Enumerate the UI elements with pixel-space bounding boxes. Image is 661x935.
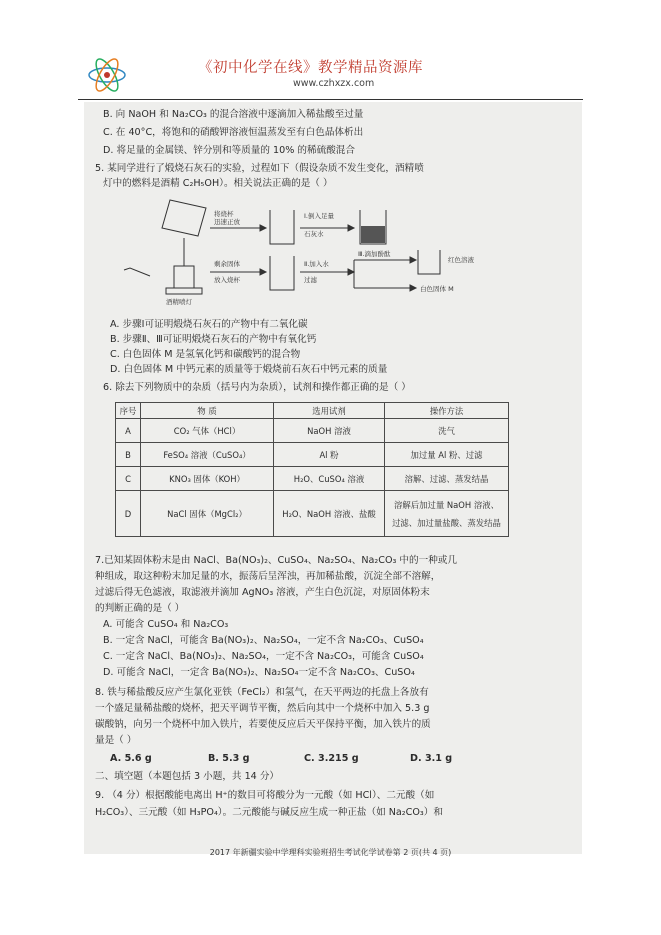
fig-label: 迅速正放 [214, 218, 240, 226]
table-cell [385, 491, 509, 537]
table-header: 序号 [116, 403, 141, 419]
q7-stem: 过滤后得无色滤液，取滤液并滴加 AgNO₃ 溶液，产生白色沉淀，对原固体粉末 [95, 587, 430, 598]
fig-label: 白色固体 M [420, 285, 454, 293]
table-cell: KNO₃ 固体（KOH） [141, 467, 274, 491]
fig-label: 过滤 [304, 276, 317, 284]
banner-title: 《初中化学在线》教学精品资源库 [198, 60, 423, 76]
table-cell: CO₂ 气体（HCl） [141, 419, 274, 443]
q5-option: C. 白色固体 M 是氢氧化钙和碳酸钙的混合物 [110, 349, 301, 360]
q8-stem: 一个盛足量稀盐酸的烧杯，把天平调节平衡，然后向其中一个烧杯中加入 5.3 g [95, 703, 430, 714]
table-cell: D [116, 491, 141, 537]
table-cell-line: 溶解后加过量 NaOH 溶液、 [394, 499, 499, 510]
table-cell-line: 过滤、加过量盐酸、蒸发结晶 [392, 517, 501, 528]
q7-option: C. 一定含 NaCl、Ba(NO₃)₂、Na₂SO₄，一定不含 Na₂CO₃，可能含 CuSO₄ [103, 651, 424, 662]
q9-stem: H₂CO₃）、三元酸（如 H₃PO₄）。二元酸能与碱反应生成一种正盐（如 Na₂CO₃）和 [95, 807, 443, 818]
table-cell: B [116, 443, 141, 467]
table-cell: 洗气 [385, 419, 509, 443]
table-cell: 加过量 Al 粉、过滤 [385, 443, 509, 467]
atom-logo-icon [86, 54, 128, 96]
banner-divider [78, 99, 583, 100]
q6-table [115, 402, 509, 537]
table-cell: 溶解、过滤、蒸发结晶 [385, 467, 509, 491]
table-cell: NaCl 固体（MgCl₂） [141, 491, 274, 537]
section-heading: 二、填空题（本题包括 3 小题，共 14 分） [95, 771, 280, 782]
q5-option: B. 步骤Ⅱ、Ⅲ可证明煅烧石灰石的产物中有氧化钙 [110, 334, 317, 345]
table-header-row [116, 403, 509, 419]
table-header: 选用试剂 [274, 403, 385, 419]
table-row [116, 467, 509, 491]
table-header: 物 质 [141, 403, 274, 419]
q7-option: D. 可能含 NaCl，一定含 Ba(NO₃)₂、Na₂SO₄一定不含 Na₂CO₃、CuSO₄ [103, 667, 415, 678]
option-line: D. 将足量的金属镁、锌分别和等质量的 10% 的稀硫酸混合 [103, 145, 355, 156]
fig-label: 石灰水 [304, 230, 324, 238]
q7-option: B. 一定含 NaCl，可能含 Ba(NO₃)₂、Na₂SO₄，一定不含 Na₂CO₃、CuSO₄ [103, 635, 424, 646]
table-row [116, 419, 509, 443]
banner-url: www.czhxzx.com [293, 78, 375, 89]
q5-option: D. 白色固体 M 中钙元素的质量等于煅烧前石灰石中钙元素的质量 [110, 364, 388, 375]
fig-label: 放入烧杯 [214, 276, 240, 284]
table-row [116, 443, 509, 467]
q8-stem: 8. 铁与稀盐酸反应产生氯化亚铁（FeCl₂）和氢气，在天平两边的托盘上各放有 [95, 687, 429, 698]
q8-stem: 量是（ ） [95, 735, 137, 746]
q7-stem: 7.已知某固体粉末是由 NaCl、Ba(NO₃)₂、CuSO₄、Na₂SO₄、Na₂CO₃ 中的一种或几 [95, 555, 457, 566]
table-cell: H₂O、NaOH 溶液、盐酸 [274, 491, 385, 537]
q7-stem: 的判断正确的是（ ） [95, 603, 185, 614]
table-cell: Al 粉 [274, 443, 385, 467]
table-cell: NaOH 溶液 [274, 419, 385, 443]
fig-label: Ⅱ.加入水 [304, 260, 329, 268]
q9-stem: 9. （4 分）根据酸能电离出 H⁺的数目可将酸分为一元酸（如 HCl）、二元酸（如 [95, 790, 435, 801]
q5-stem: 灯中的燃料是酒精 C₂H₅OH）。相关说法正确的是（ ） [103, 178, 333, 189]
table-cell: H₂O、CuSO₄ 溶液 [274, 467, 385, 491]
table-row [116, 491, 509, 537]
q8-option: D. 3.1 g [410, 753, 453, 764]
q5-experiment-diagram [110, 196, 500, 306]
q5-option: A. 步骤Ⅰ可证明煅烧石灰石的产物中有二氧化碳 [110, 319, 308, 330]
q8-option: B. 5.3 g [208, 753, 250, 764]
option-line: B. 向 NaOH 和 Na₂CO₃ 的混合溶液中逐滴加入稀盐酸至过量 [103, 109, 364, 120]
fig-label: 红色溶液 [448, 256, 474, 264]
table-cell: C [116, 467, 141, 491]
q8-option: A. 5.6 g [110, 753, 152, 764]
table-cell: A [116, 419, 141, 443]
q8-option: C. 3.215 g [304, 753, 359, 764]
header-banner [78, 48, 583, 100]
table-header: 操作方法 [385, 403, 509, 419]
table-cell: FeSO₄ 溶液（CuSO₄） [141, 443, 274, 467]
q5-stem: 5. 某同学进行了煅烧石灰石的实验，过程如下（假设杂质不发生变化，酒精喷 [95, 163, 424, 174]
option-line: C. 在 40°C，将饱和的硝酸钾溶液恒温蒸发至有白色晶体析出 [103, 127, 364, 138]
q6-stem: 6. 除去下列物质中的杂质（括号内为杂质），试剂和操作都正确的是（ ） [103, 382, 411, 393]
fig-label: 酒精喷灯 [166, 298, 192, 306]
q7-option: A. 可能含 CuSO₄ 和 Na₂CO₃ [103, 619, 229, 630]
page-footer: 2017 年新疆实验中学理科实验班招生考试化学试卷第 2 页(共 4 页) [209, 848, 452, 857]
q8-stem: 碳酸钠，向另一个烧杯中加入铁片，若要使反应后天平保持平衡，加入铁片的质 [95, 719, 431, 730]
fig-label: Ⅲ.滴加酚酞 [358, 250, 391, 258]
fig-label: 将烧杯 [214, 210, 234, 218]
fig-label: Ⅰ.倒入足量 [304, 212, 334, 220]
fig-label: 剩余固体 [214, 260, 240, 268]
q7-stem: 种组成，取这种粉末加足量的水，振荡后呈浑浊，再加稀盐酸，沉淀全部不溶解， [95, 571, 441, 582]
